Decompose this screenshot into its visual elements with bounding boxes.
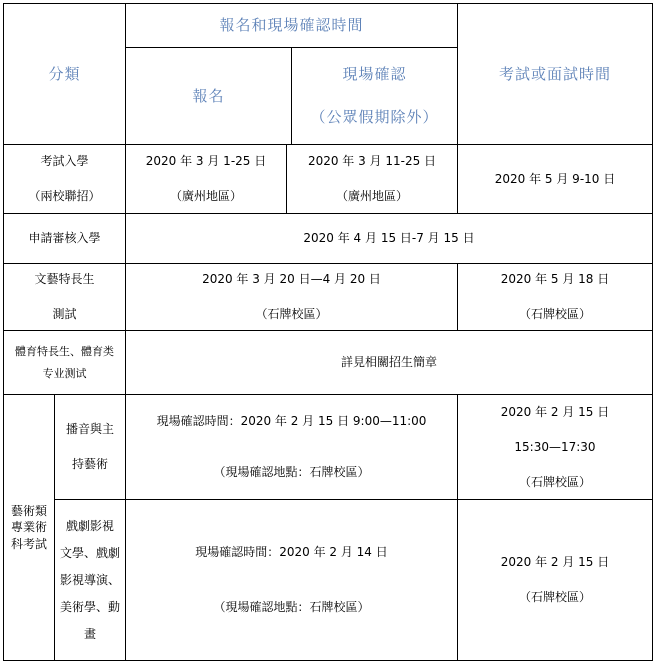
drama-label-line-2: 文學、戲劇	[59, 545, 120, 560]
sports-talent-label: 體育特長生、體育类	[15, 344, 114, 358]
broadcasting-exam-cell	[457, 394, 653, 500]
entrance-exam-registration-date: 2020 年 3 月 1-25 日	[145, 154, 267, 168]
arts-talent-label: 文藝特長生	[34, 272, 95, 286]
broadcasting-label: 播音與主	[65, 422, 114, 436]
entrance-exam-date-cell	[457, 144, 653, 214]
drama-exam-date: 2020 年 2 月 15 日	[500, 555, 610, 569]
entrance-exam-label: 考試入學	[40, 154, 89, 168]
broadcasting-exam-date: 2020 年 2 月 15 日	[500, 404, 610, 419]
arts-talent-exam-cell	[457, 263, 653, 331]
entrance-exam-label-cell	[3, 144, 126, 214]
header-reg-confirm: 報名和現場確認時間	[219, 16, 364, 35]
broadcasting-exam-time: 15:30—17:30	[514, 439, 596, 454]
broadcasting-confirm-place: （現場確認地點：石牌校區）	[213, 465, 370, 479]
arts-talent-exam-date: 2020 年 5 月 18 日	[500, 272, 610, 286]
drama-label-cell	[54, 499, 126, 661]
arts-talent-label-cell	[3, 263, 126, 331]
drama-label-line-3: 影視導演、	[59, 572, 120, 587]
header-registration: 報名	[192, 86, 225, 105]
header-exam-time: 考試或面試時間	[498, 64, 611, 83]
art-professional-label-cell	[3, 394, 55, 661]
application-review-label-cell	[3, 213, 126, 264]
drama-label-line-1: 戲劇影視	[65, 518, 114, 533]
application-review-date: 2020 年 4 月 15 日-7 月 15 日	[303, 231, 475, 245]
drama-exam-place: （石牌校區）	[518, 590, 591, 604]
arts-talent-exam-place: （石牌校區）	[518, 307, 591, 321]
header-holiday-note: （公眾假期除外）	[310, 108, 439, 126]
broadcasting-sublabel: 持藝術	[71, 457, 108, 471]
sports-talent-label-cell	[3, 330, 126, 395]
header-onsite: 現場確認	[342, 65, 407, 84]
art-professional-label: 藝術類專業術科考試	[11, 504, 48, 551]
entrance-exam-date: 2020 年 5 月 9-10 日	[494, 171, 616, 186]
header-exam-time-cell	[457, 3, 653, 145]
entrance-exam-registration-cell	[125, 144, 287, 214]
header-category-cell	[3, 3, 126, 145]
arts-talent-registration-cell	[125, 263, 458, 331]
broadcasting-confirm-cell	[125, 394, 458, 500]
drama-label-line-5: 畫	[83, 626, 96, 641]
sports-talent-note: 詳見相關招生簡章	[340, 355, 437, 369]
header-registration-cell	[125, 47, 292, 145]
arts-talent-registration-date: 2020 年 3 月 20 日—4 月 20 日	[202, 272, 381, 286]
entrance-exam-confirm-place: （廣州地區）	[335, 189, 408, 203]
header-reg-confirm-cell	[125, 3, 458, 48]
entrance-exam-confirm-cell	[286, 144, 458, 214]
sports-talent-note-cell	[125, 330, 653, 395]
drama-confirm-place: （現場確認地點：石牌校區）	[213, 600, 370, 614]
broadcasting-exam-place: （石牌校區）	[518, 474, 591, 489]
arts-talent-registration-place: （石牌校區）	[255, 307, 328, 321]
drama-exam-cell	[457, 499, 653, 661]
application-review-label: 申請審核入學	[28, 231, 101, 245]
entrance-exam-registration-place: （廣州地區）	[169, 189, 242, 203]
entrance-exam-confirm-date: 2020 年 3 月 11-25 日	[307, 154, 437, 168]
arts-talent-sublabel: 測試	[52, 307, 77, 321]
header-category: 分類	[48, 64, 81, 83]
drama-confirm-cell	[125, 499, 458, 661]
broadcasting-confirm-time: 現場確認時間：2020 年 2 月 15 日 9:00—11:00	[156, 414, 427, 428]
entrance-exam-sublabel: （兩校聯招）	[28, 189, 101, 203]
sports-talent-sublabel: 专业测试	[42, 366, 87, 380]
header-onsite-cell	[291, 47, 458, 145]
drama-confirm-time: 現場確認時間：2020 年 2 月 14 日	[195, 545, 388, 559]
drama-label-line-4: 美術學、動	[59, 599, 120, 614]
application-review-date-cell	[125, 213, 653, 264]
broadcasting-label-cell	[54, 394, 126, 500]
